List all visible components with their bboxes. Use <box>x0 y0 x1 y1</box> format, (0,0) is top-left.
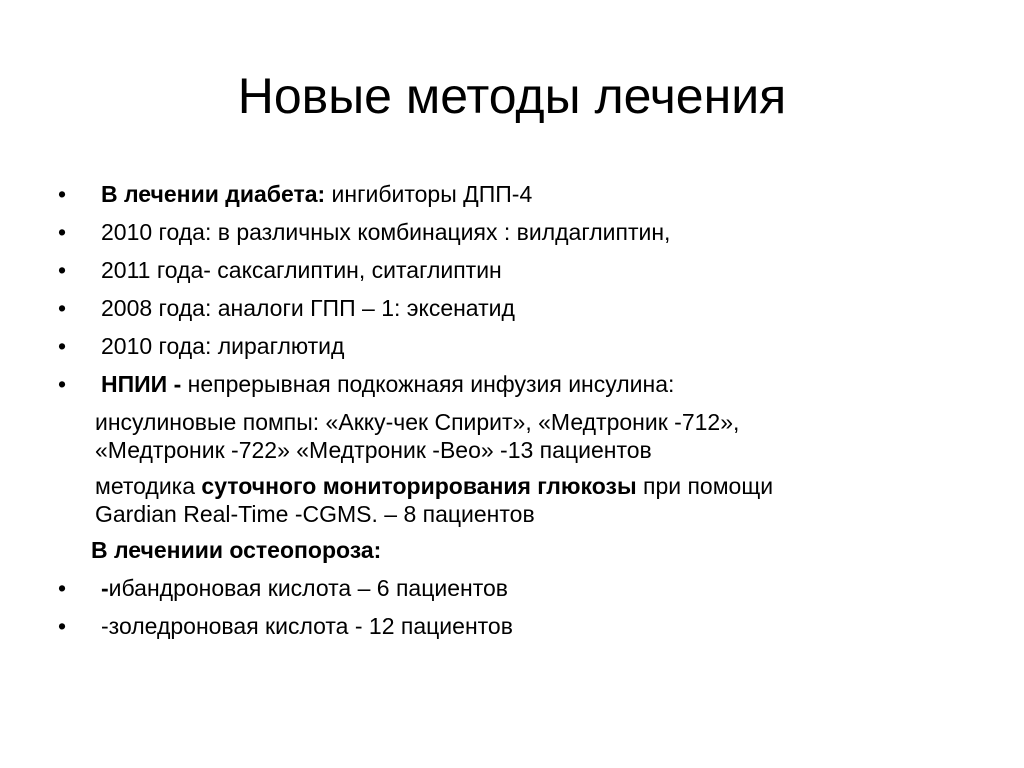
bullet-icon: • <box>58 257 67 283</box>
list-item-2010-liraglutide <box>58 332 978 360</box>
item-bold-label: В лечении диабета: <box>101 181 326 207</box>
bullet-list <box>58 180 978 650</box>
bullet-icon: • <box>58 181 67 207</box>
list-item-zoledronic <box>58 612 978 640</box>
item-text: -золедроновая кислота - 12 пациентов <box>101 613 513 639</box>
paragraph-text: методика <box>95 473 202 499</box>
paragraph-line: инсулиновые помпы: «Акку-чек Спирит», «Медтроник -712», <box>95 409 740 435</box>
list-item-2010-combinations <box>58 218 978 246</box>
paragraph-line <box>95 472 978 500</box>
bullet-icon: • <box>58 613 67 639</box>
subheading-text: В лечениии остеопороза: <box>91 537 382 563</box>
bullet-icon: • <box>58 371 67 397</box>
bullet-icon: • <box>58 219 67 245</box>
item-bold-label: НПИИ - <box>101 371 182 397</box>
heading-osteoporosis <box>58 536 978 564</box>
slide-title: Новые методы лечения <box>237 68 787 124</box>
item-text: 2010 года: лираглютид <box>101 333 345 359</box>
bullet-icon: • <box>58 333 67 359</box>
item-text: непрерывная подкожнаяя инфузия инсулина: <box>181 371 675 397</box>
paragraph-line: Gardian Real-Time -CGMS. – 8 пациентов <box>95 501 535 527</box>
paragraph-glucose-monitoring <box>58 472 978 528</box>
list-item-2008 <box>58 294 978 322</box>
bullet-icon: • <box>58 575 67 601</box>
paragraph-line: «Медтроник -722» «Медтроник -Вео» -13 пациентов <box>95 437 652 463</box>
item-bold-label: - <box>101 575 109 601</box>
list-item-ibandronic <box>58 574 978 602</box>
bullet-icon: • <box>58 295 67 321</box>
item-text: 2010 года: в различных комбинациях : вилдаглиптин, <box>101 219 671 245</box>
list-item-npii <box>58 370 978 398</box>
list-item-2011 <box>58 256 978 284</box>
item-text: ибандроновая кислота – 6 пациентов <box>108 575 508 601</box>
item-text: 2008 года: аналоги ГПП – 1: эксенатид <box>101 295 515 321</box>
paragraph-bold-text: суточного мониторирования глюкозы <box>201 473 637 499</box>
list-item-diabetes <box>58 180 978 208</box>
paragraph-text: при помощи <box>636 473 774 499</box>
item-text: 2011 года- саксаглиптин, ситаглиптин <box>101 257 502 283</box>
paragraph-insulin-pumps <box>58 408 978 464</box>
item-text: ингибиторы ДПП-4 <box>325 181 533 207</box>
